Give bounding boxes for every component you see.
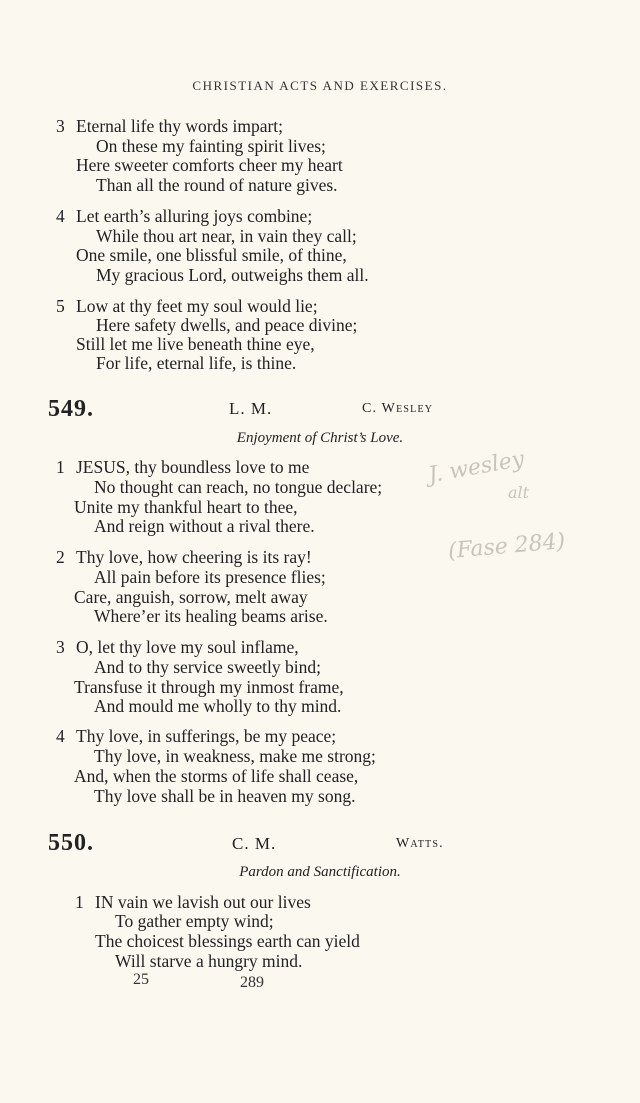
stanza-line: JESUS, thy boundless love to me <box>76 457 310 477</box>
stanza-number: 3 <box>56 637 65 657</box>
stanza-number: 4 <box>56 206 65 226</box>
stanza-line: Low at thy feet my soul would lie; <box>76 296 318 316</box>
signature-mark: 25 <box>133 971 149 988</box>
stanza-number: 2 <box>56 547 65 567</box>
stanza-line: My gracious Lord, outweighs them all. <box>96 265 369 285</box>
stanza-line: No thought can reach, no tongue declare; <box>94 477 383 497</box>
stanza-number: 1 <box>56 457 65 477</box>
hymn-title: Pardon and Sanctification. <box>239 864 401 880</box>
hymn-number: 549. <box>48 396 94 422</box>
stanza-line: And, when the storms of life shall cease, <box>74 766 359 786</box>
hymn-author: C. Wesley <box>362 401 434 416</box>
running-head: CHRISTIAN ACTS AND EXERCISES. <box>192 78 448 93</box>
stanza-line: Thy love shall be in heaven my song. <box>94 786 356 806</box>
pencil-note: J. wesley <box>426 446 527 489</box>
stanza-line: Where’er its healing beams arise. <box>94 606 328 626</box>
stanza-line: Thy love, how cheering is its ray! <box>76 547 312 567</box>
stanza-number: 5 <box>56 296 65 316</box>
stanza-line: For life, eternal life, is thine. <box>96 353 297 373</box>
stanza-line: Than all the round of nature gives. <box>96 175 338 195</box>
stanza-line: Still let me live beneath thine eye, <box>76 334 315 354</box>
stanza-line: The choicest blessings earth can yield <box>95 931 360 951</box>
stanza-line: All pain before its presence flies; <box>94 567 326 587</box>
stanza-line: And mould me wholly to thy mind. <box>94 696 342 716</box>
stanza-line: IN vain we lavish out our lives <box>95 892 311 912</box>
stanza-line: And to thy service sweetly bind; <box>94 657 321 677</box>
stanza-line: Transfuse it through my inmost frame, <box>74 677 344 697</box>
hymn-title: Enjoyment of Christ’s Love. <box>236 430 404 446</box>
stanza-line: On these my fainting spirit lives; <box>96 136 326 156</box>
stanza-line: Thy love, in weakness, make me strong; <box>94 746 376 766</box>
hymn-number: 550. <box>48 830 94 856</box>
stanza-line: Unite my thankful heart to thee, <box>74 497 298 517</box>
stanza-line: Thy love, in sufferings, be my peace; <box>76 726 337 746</box>
stanza-line: While thou art near, in vain they call; <box>96 226 357 246</box>
stanza-line: Let earth’s alluring joys combine; <box>76 206 313 226</box>
page-number: 289 <box>240 974 264 991</box>
stanza-number: 1 <box>75 892 84 912</box>
stanza-number: 3 <box>56 116 65 136</box>
pencil-note: alt <box>508 483 530 502</box>
hymn-meter: L. M. <box>229 399 273 418</box>
stanza-line: Here safety dwells, and peace divine; <box>96 315 358 335</box>
stanza-line: Will starve a hungry mind. <box>115 951 303 971</box>
hymn-meter: C. M. <box>232 834 277 853</box>
pencil-note: (Fase 284) <box>447 528 567 565</box>
stanza-line: To gather empty wind; <box>115 911 274 931</box>
stanza-line: Care, anguish, sorrow, melt away <box>74 587 308 607</box>
stanza-line: Eternal life thy words impart; <box>76 116 284 136</box>
stanza-line: One smile, one blissful smile, of thine, <box>76 245 347 265</box>
stanza-line: And reign without a rival there. <box>94 516 315 536</box>
stanza-line: Here sweeter comforts cheer my heart <box>76 155 343 175</box>
stanza-line: O, let thy love my soul inflame, <box>76 637 299 657</box>
hymn-author: Watts. <box>396 836 444 851</box>
stanza-number: 4 <box>56 726 65 746</box>
